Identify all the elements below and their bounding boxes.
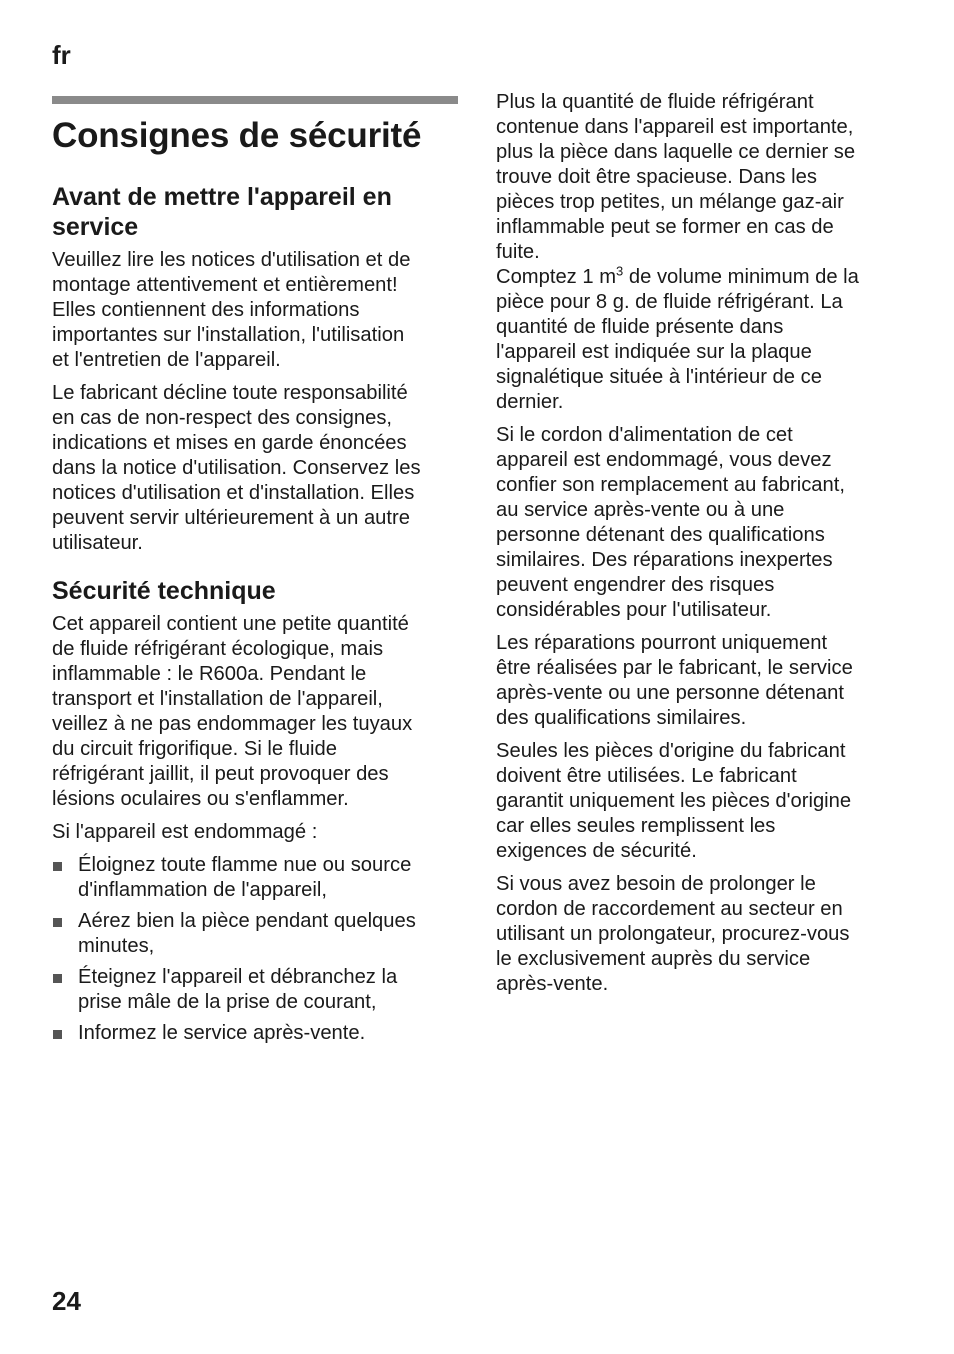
paragraph-refrigerant: Cet appareil contient une petite quantité de fluide réfrigérant écologique, mais inflammable : le R600a. Pendant le transport et l'installation de l'appareil, veillez à ne pas endommager les tuyaux du circuit frigorifique. Si le fluide réfrigérant jaillit, il peut provoquer des lésions oculaires ou s'enflammer.	[52, 613, 413, 810]
square-bullet-icon	[53, 918, 62, 927]
list-item: Éloignez toute flamme nue ou source d'inflammation de l'appareil,	[52, 853, 458, 903]
paragraph-repairs: Les réparations pourront uniquement être réalisées par le fabricant, le service après-vente ou une personne détenant des qualifications similaires.	[496, 632, 853, 729]
language-label: fr	[52, 40, 71, 70]
paragraph-volume: Comptez 1 $m^3$ de volume minimum de la pièce pour 8 g. de fluide réfrigérant. La quantité de fluide présente dans l'appareil est indiquée sur la plaque signalétique située à l'intérieur de ce dernier.	[496, 263, 859, 413]
damage-instructions-list	[52, 853, 458, 1046]
square-bullet-icon	[53, 1030, 62, 1039]
page-title: Consignes de sécurité	[52, 116, 422, 155]
paragraph-room-size: Plus la quantité de fluide réfrigérant contenue dans l'appareil est importante, plus la pièce dans laquelle ce dernier se trouve doit être spacieuse. Dans les pièces trop petites, un mélange gaz-air inflammable peut se former en cas de fuite.	[496, 91, 856, 263]
paragraph-if-damaged: Si l'appareil est endommagé :	[52, 821, 318, 843]
left-column	[52, 96, 458, 1052]
paragraph-read-instructions: Veuillez lire les notices d'utilisation et de montage attentivement et entièrement! Elles contiennent des informations importantes sur l'installation, l'utilisation et l'entretien de l'appareil.	[52, 249, 411, 371]
section-heading-before-use: Avant de mettre l'appareil en service	[52, 183, 392, 241]
square-bullet-icon	[53, 862, 62, 871]
right-column	[496, 90, 906, 997]
list-item: Informez le service après-vente.	[52, 1021, 458, 1046]
list-item: Éteignez l'appareil et débranchez la prise mâle de la prise de courant,	[52, 965, 458, 1015]
title-rule	[52, 96, 458, 104]
paragraph-liability: Le fabricant décline toute responsabilité en cas de non-respect des consignes, indications et mises en garde énoncées dans la notice d'utilisation. Conservez les notices d'utilisation et d'installation. Elles peuvent servir ultérieurement à un autre utilisateur.	[52, 382, 421, 554]
paragraph-extension-cord: Si vous avez besoin de prolonger le cordon de raccordement au secteur en utilisant un prolongateur, procurez-vous le exclusivement auprès du service après-vente.	[496, 873, 850, 995]
square-bullet-icon	[53, 974, 62, 983]
page-number: 24	[52, 1286, 81, 1316]
paragraph-original-parts: Seules les pièces d'origine du fabricant doivent être utilisées. Le fabricant garantit uniquement les pièces d'origine car elles seules remplissent les exigences de sécurité.	[496, 740, 852, 862]
paragraph-power-cord: Si le cordon d'alimentation de cet appareil est endommagé, vous devez confier son remplacement au fabricant, au service après-vente ou à une personne détenant des qualifications similaires. Des réparations inexpertes peuvent engendrer des risques considérables pour l'utilisateur.	[496, 424, 845, 621]
list-item: Aérez bien la pièce pendant quelques minutes,	[52, 909, 458, 959]
section-heading-technical-safety: Sécurité technique	[52, 577, 276, 605]
